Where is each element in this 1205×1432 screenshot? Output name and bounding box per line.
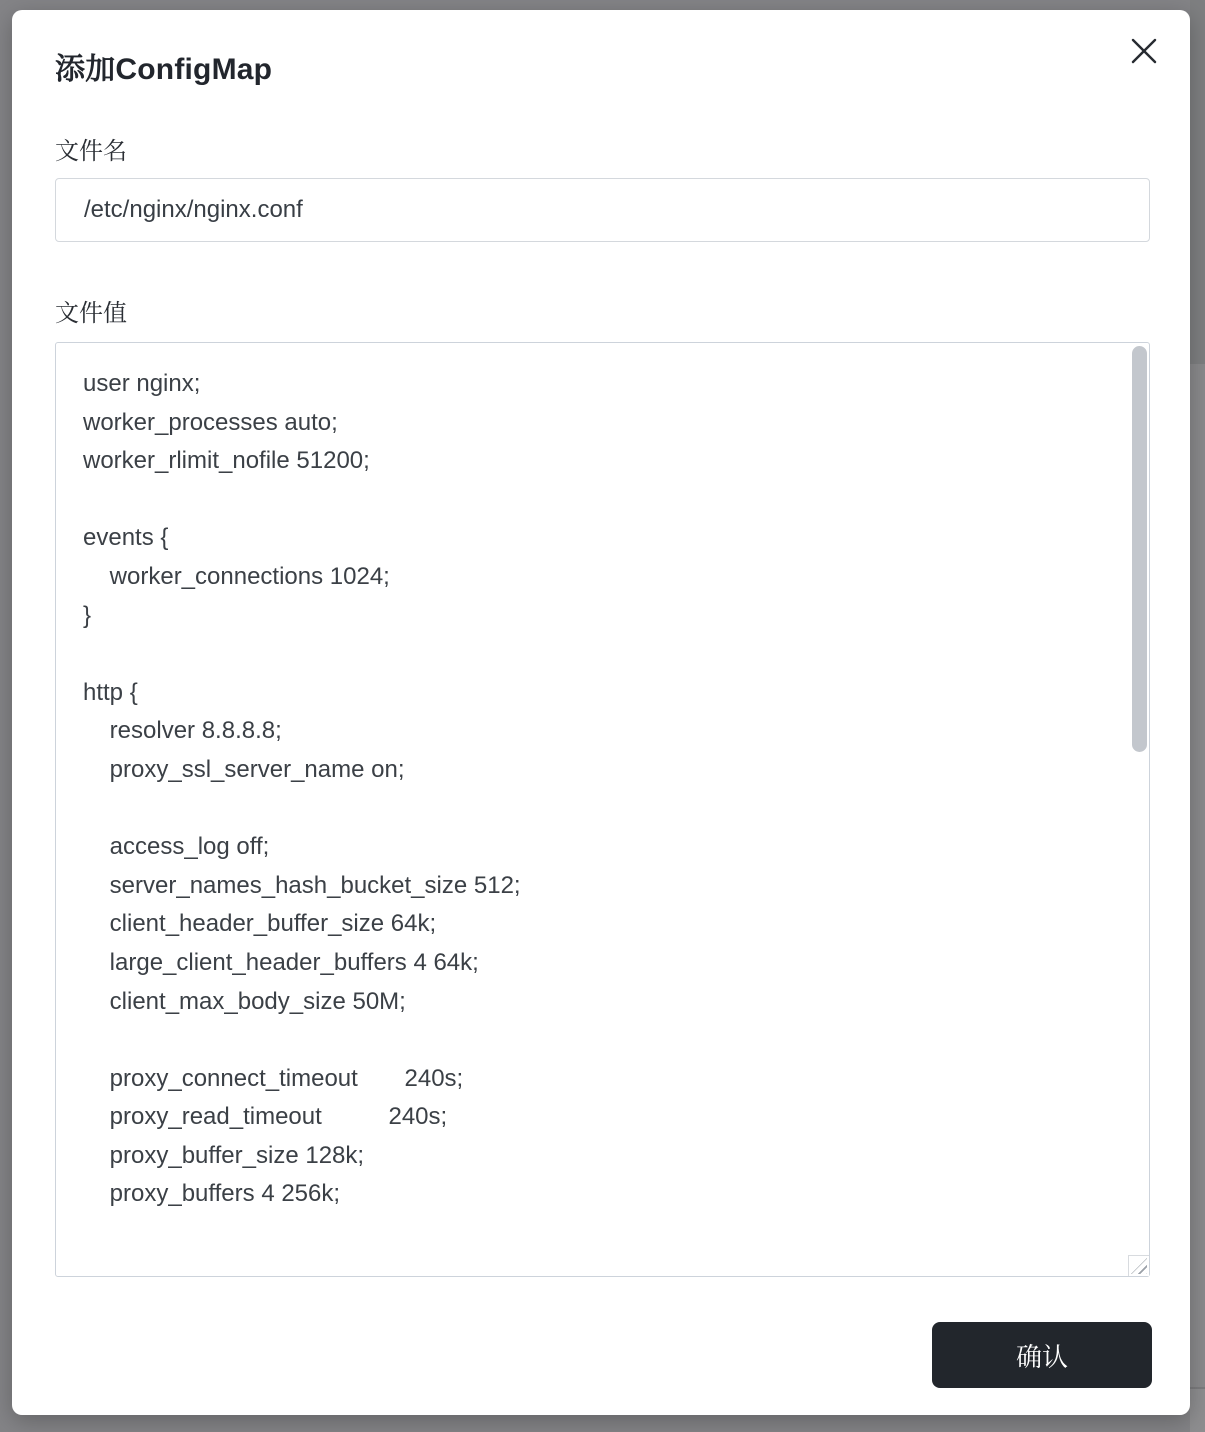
- confirm-button[interactable]: [932, 1322, 1152, 1388]
- underlay-page-bottom: [1190, 1389, 1205, 1432]
- dialog-title: 添加ConfigMap: [55, 53, 273, 86]
- close-icon: [1131, 38, 1157, 64]
- file-value-textarea[interactable]: [55, 342, 1150, 1277]
- file-name-label: 文件名: [55, 138, 127, 165]
- file-value-label: 文件值: [55, 300, 127, 327]
- underlay-page-top: [1190, 0, 1205, 364]
- scrollbar-thumb[interactable]: [1132, 346, 1147, 752]
- close-button[interactable]: [1129, 36, 1159, 66]
- file-value-field-wrapper: [55, 342, 1150, 1277]
- add-configmap-dialog: [12, 10, 1190, 1415]
- confirm-button-label: 确认: [1015, 1341, 1068, 1372]
- resize-grip-icon[interactable]: [1128, 1255, 1149, 1276]
- file-name-input[interactable]: [55, 178, 1150, 242]
- underlay-page-middle: [1190, 364, 1205, 1387]
